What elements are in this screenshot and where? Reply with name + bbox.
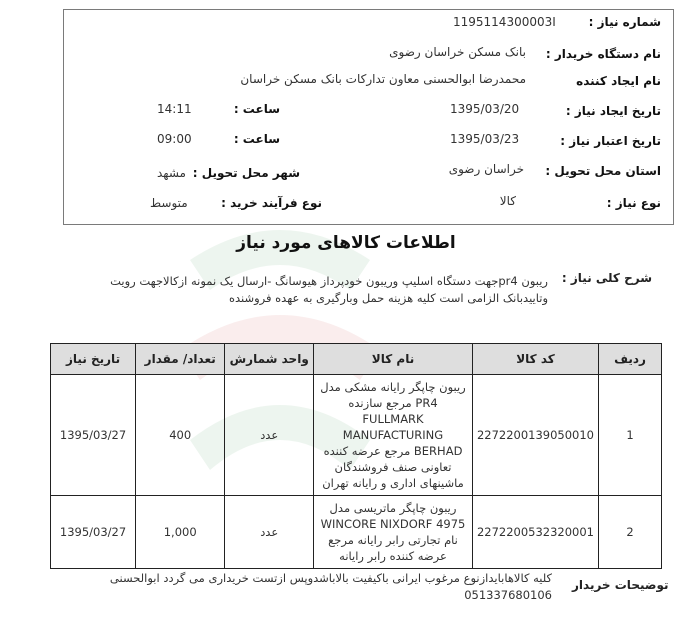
province-value: خراسان رضوی [448,162,524,176]
buyer-notes-label: توضیحات خریدار [572,578,669,592]
item-code: 2272200532320001 [472,496,598,569]
city-label: شهر محل تحویل : [192,166,300,180]
province-label: استان محل تحویل : [545,164,661,178]
buyer-org-value: بانک مسکن خراسان رضوی [389,45,526,59]
buyer-org-label: نام دستگاه خریدار : [545,47,661,61]
valid-time-value: 09:00 [157,132,192,146]
header-unit: واحد شمارش [225,344,314,375]
description-label: شرح کلی نیاز : [561,271,652,285]
row-number: 2 [599,496,662,569]
buyer-notes-text: کلیه کالاهاباید‌ازنوع مرغوب ایرانی باکیفیت بالاباشدوپس ازتست خریداری می گردد ابوالحسنی 051337680106 [109,571,552,602]
city-value: مشهد [157,166,186,180]
created-time-value: 14:11 [157,102,192,116]
item-code: 2272200139050010 [472,375,598,496]
item-quantity: 400 [136,375,225,496]
section-title: اطلاعات کالاهای مورد نیاز [236,233,456,253]
creator-value: محمدرضا ابوالحسنی معاون تدارکات بانک مسکن خراسان [240,72,526,86]
created-time-label: ساعت : [233,102,280,116]
description-text: ریبون pr4جهت دستگاه اسلیپ وریبون خودپرداز هیوسانگ -ارسال یک نمونه ازکالاجهت رویت وتاییدبانک الزامی است کلیه هزینه حمل وبارگیری به عهده فروشنده [110,274,548,305]
table-row [51,496,662,569]
valid-time-label: ساعت : [233,132,280,146]
row-number: 1 [599,375,662,496]
need-type-label: نوع نیاز : [606,196,661,210]
creator-label: نام ایجاد کننده [576,74,661,88]
header-quantity: تعداد/ مقدار [136,344,225,375]
item-unit: عدد [225,496,314,569]
item-name: ریبون چاپگر رایانه مشکی مدل PR4 مرجع سازنده FULLMARK MANUFACTURING BERHAD مرجع عرضه کننده تعاونی صنف فروشندگان ماشینهای اداری و رایانه تهران [314,375,473,496]
header-item-code: کد کالا [472,344,598,375]
header-row-number: ردیف [599,344,662,375]
item-need-date: 1395/03/27 [51,496,136,569]
need-number-label: شماره نیاز : [588,15,661,29]
valid-date-value: 1395/03/23 [450,132,520,146]
header-need-date: تاریخ نیاز [51,344,136,375]
item-quantity: 1,000 [136,496,225,569]
process-type-label: نوع فرآیند خرید : [221,196,322,210]
created-date-label: تاریخ ایجاد نیاز : [565,104,661,118]
created-date-value: 1395/03/20 [450,102,520,116]
item-unit: عدد [225,375,314,496]
item-name: ریبون چاپگر ماتریسی مدل WINCORE NIXDORF 4975 نام تجارتی رابر رایانه مرجع عرضه کننده رابر رایانه [314,496,473,569]
item-need-date: 1395/03/27 [51,375,136,496]
table-row [51,375,662,496]
table-header-row [51,344,662,375]
items-table [50,343,662,569]
header-item-name: نام کالا [314,344,473,375]
need-number-value: 1195114300003I [453,15,556,29]
valid-date-label: تاریخ اعتبار نیاز : [560,134,661,148]
process-type-value: متوسط [150,196,188,210]
need-type-value: کالا [499,194,516,208]
